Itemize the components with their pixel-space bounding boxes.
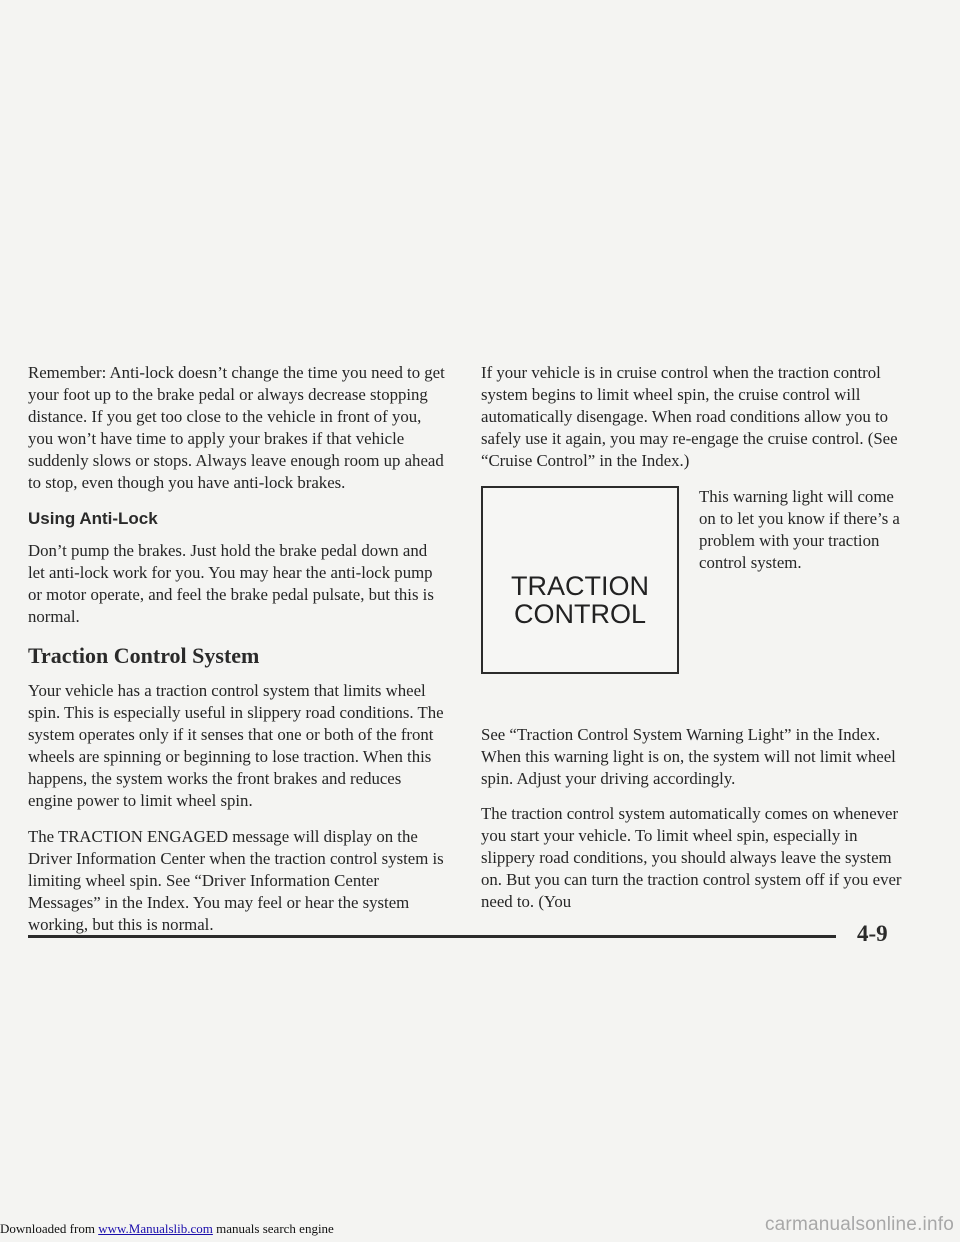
manualslib-link[interactable]: www.Manualslib.com	[98, 1221, 213, 1236]
paragraph-traction-engaged: The TRACTION ENGAGED message will display on the Driver Information Center when the traction control system is limiting wheel spin. See “Driver Information Center Messages” in the Index. You may feel or hear the system working, but this is normal.	[28, 827, 444, 934]
indicator-label-line2: CONTROL	[513, 599, 646, 629]
traction-control-indicator	[481, 486, 679, 674]
indicator-label	[483, 572, 677, 628]
left-column	[28, 362, 448, 950]
paragraph-cruise-control: If your vehicle is in cruise control when the traction control system begins to limit wheel spin, the cruise control will automatically disengage. When road conditions allow you to safely use it again, you may re-engage the cruise control. (See “Cruise Control” in the Index.)	[481, 363, 898, 470]
footer-rule	[28, 935, 836, 938]
download-footer-prefix: Downloaded from	[0, 1221, 99, 1236]
paragraph-using-anti-lock: Don’t pump the brakes. Just hold the brake pedal down and let anti-lock work for you. You may hear the anti-lock pump or motor operate, and feel the brake pedal pulsate, but this is normal.	[28, 541, 434, 626]
paragraph-system-auto-on: The traction control system automatically comes on whenever you start your vehicle. To limit wheel spin, especially in slippery road conditions, you should always leave the system on. But you can turn the traction control system off if you ever need to. (You	[481, 804, 902, 911]
heading-using-anti-lock: Using Anti-Lock	[28, 509, 158, 528]
warning-light-block	[481, 486, 913, 674]
download-footer	[0, 1221, 334, 1237]
paragraph-remember: Remember: Anti-lock doesn’t change the time you need to get your foot up to the brake pedal or always decrease stopping distance. If you get too close to the vehicle in front of you, you won’t have time to apply your brakes if that vehicle suddenly slows or stops. Always leave enough room up ahead to stop, even though you have anti-lock brakes.	[28, 363, 445, 492]
page-number: 4-9	[857, 921, 888, 946]
paragraph-see-warning-light: See “Traction Control System Warning Light” in the Index. When this warning light is on, the system will not limit wheel spin. Adjust your driving accordingly.	[481, 725, 896, 788]
watermark: carmanualsonline.info	[764, 1214, 954, 1235]
paragraph-traction-control: Your vehicle has a traction control system that limits wheel spin. This is especially useful in slippery road conditions. The system operates only if it senses that one or both of the front wheels are spinning or beginning to lose traction. When this happens, the system works the front brakes and reduces engine power to limit wheel spin.	[28, 681, 444, 810]
right-column	[481, 362, 913, 926]
download-footer-suffix: manuals search engine	[212, 1221, 334, 1236]
heading-traction-control-system: Traction Control System	[28, 643, 260, 668]
indicator-label-line1: TRACTION	[511, 571, 649, 601]
warning-light-description: This warning light will come on to let you know if there’s a problem with your traction control system.	[699, 487, 900, 572]
